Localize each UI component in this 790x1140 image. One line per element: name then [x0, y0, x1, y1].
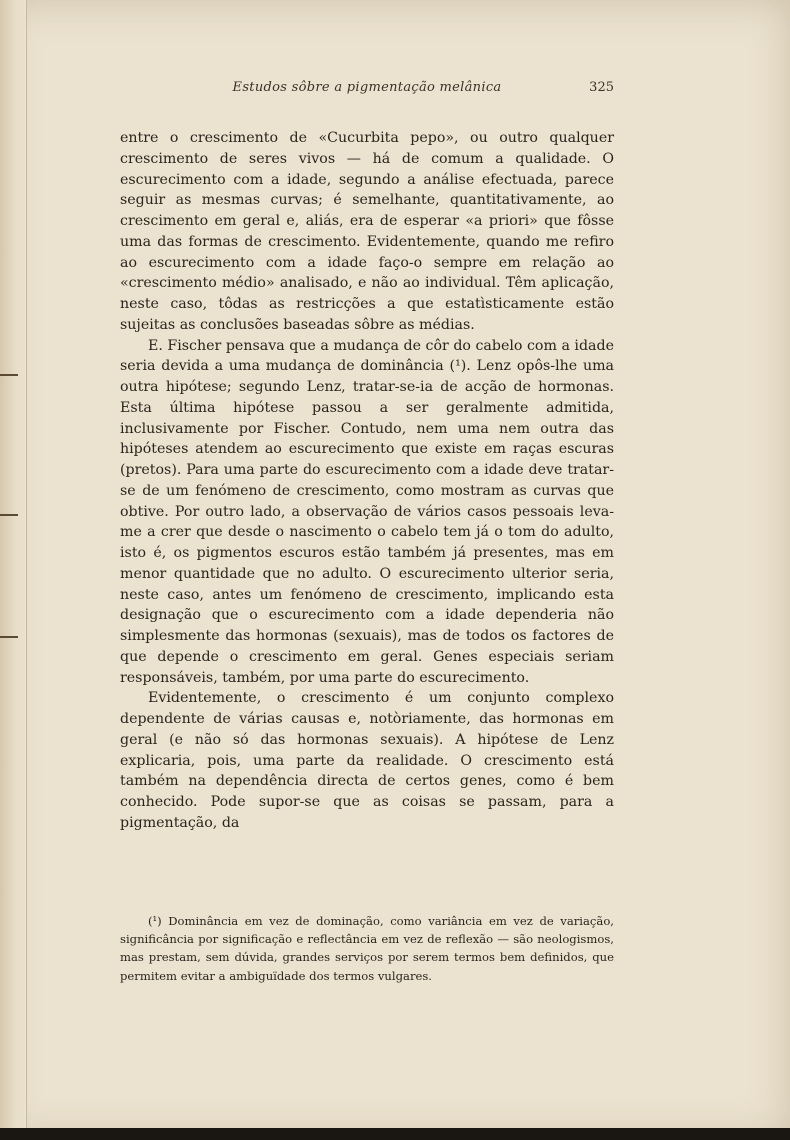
page-number: 325 [589, 80, 614, 95]
binding-mark [0, 636, 18, 638]
body-text [120, 128, 614, 834]
footnote: (¹) Dominância em vez de dominação, como variância em vez de variação, significância por significação e reflectância em vez de reflexão — são neologismos, mas prestam, sem dúvida, grandes serviços por serem termos bem definidos, que permitem evitar a ambiguïdade dos termos vulgares. [120, 914, 614, 983]
paragraph: entre o crescimento de «Cucurbita pepo», ou outro qualquer crescimento de seres vivos — há de comum a qualidade. O escurecimento com a idade, segundo a análise efectuada, parece seguir as mesmas curvas; é semelhante, quantitativamente, ao crescimento em geral e, aliás, era de esperar «a priori» que fôsse uma das formas de crescimento. Evidentemente, quando me refiro ao escurecimento com a idade faço-o sempre em relação ao «crescimento médio» analisado, e não ao individual. Têm aplicação, neste caso, tôdas as restricções a que estatìsticamente estão sujeitas as conclusões baseadas sôbre as médias. [120, 130, 614, 333]
running-title: Estudos sôbre a pigmentação melânica [232, 80, 502, 95]
binding-mark [0, 514, 18, 516]
page-bottom-edge [0, 1128, 790, 1140]
paragraph: E. Fischer pensava que a mudança de côr do cabelo com a idade seria devida a uma mudança de dominância (¹). Lenz opôs-lhe uma outra hipótese; segundo Lenz, tratar-se-ia de acção de hormonas. Esta última hipótese passou a ser geralmente admitida, inclusivamente por Fischer. Contudo, nem uma nem outra das hipóteses atendem ao escurecimento que existe em raças escuras (pretos). Para uma parte do escurecimento com a idade deve tratar-se de um fenómeno de crescimento, como mostram as curvas que obtive. Por outro lado, a observação de vários casos pessoais leva-me a crer que desde o nascimento o cabelo tem já o tom do adulto, isto é, os pigmentos escuros estão também já presentes, mas em menor quantidade que no adulto. O escurecimento ulterior seria, neste caso, antes um fenómeno de crescimento, implicando esta designação que o escurecimento com a idade dependeria não simplesmente das hormonas (sexuais), mas de todos os factores de que depende o crescimento em geral. Genes especiais seriam responsáveis, também, por uma parte do escurecimento. [120, 337, 614, 686]
page-binding-edge [0, 0, 27, 1140]
running-head [120, 80, 614, 100]
paragraph: Evidentemente, o crescimento é um conjunto complexo dependente de várias causas e, notòriamente, das hormonas em geral (e não só das hormonas sexuais). A hipótese de Lenz explicaria, pois, uma parte da realidade. O crescimento está também na dependência directa de certos genes, como é bem conhecido. Pode supor-se que as coisas se passam, para a pigmentação, da [120, 690, 614, 831]
binding-mark [0, 374, 18, 376]
